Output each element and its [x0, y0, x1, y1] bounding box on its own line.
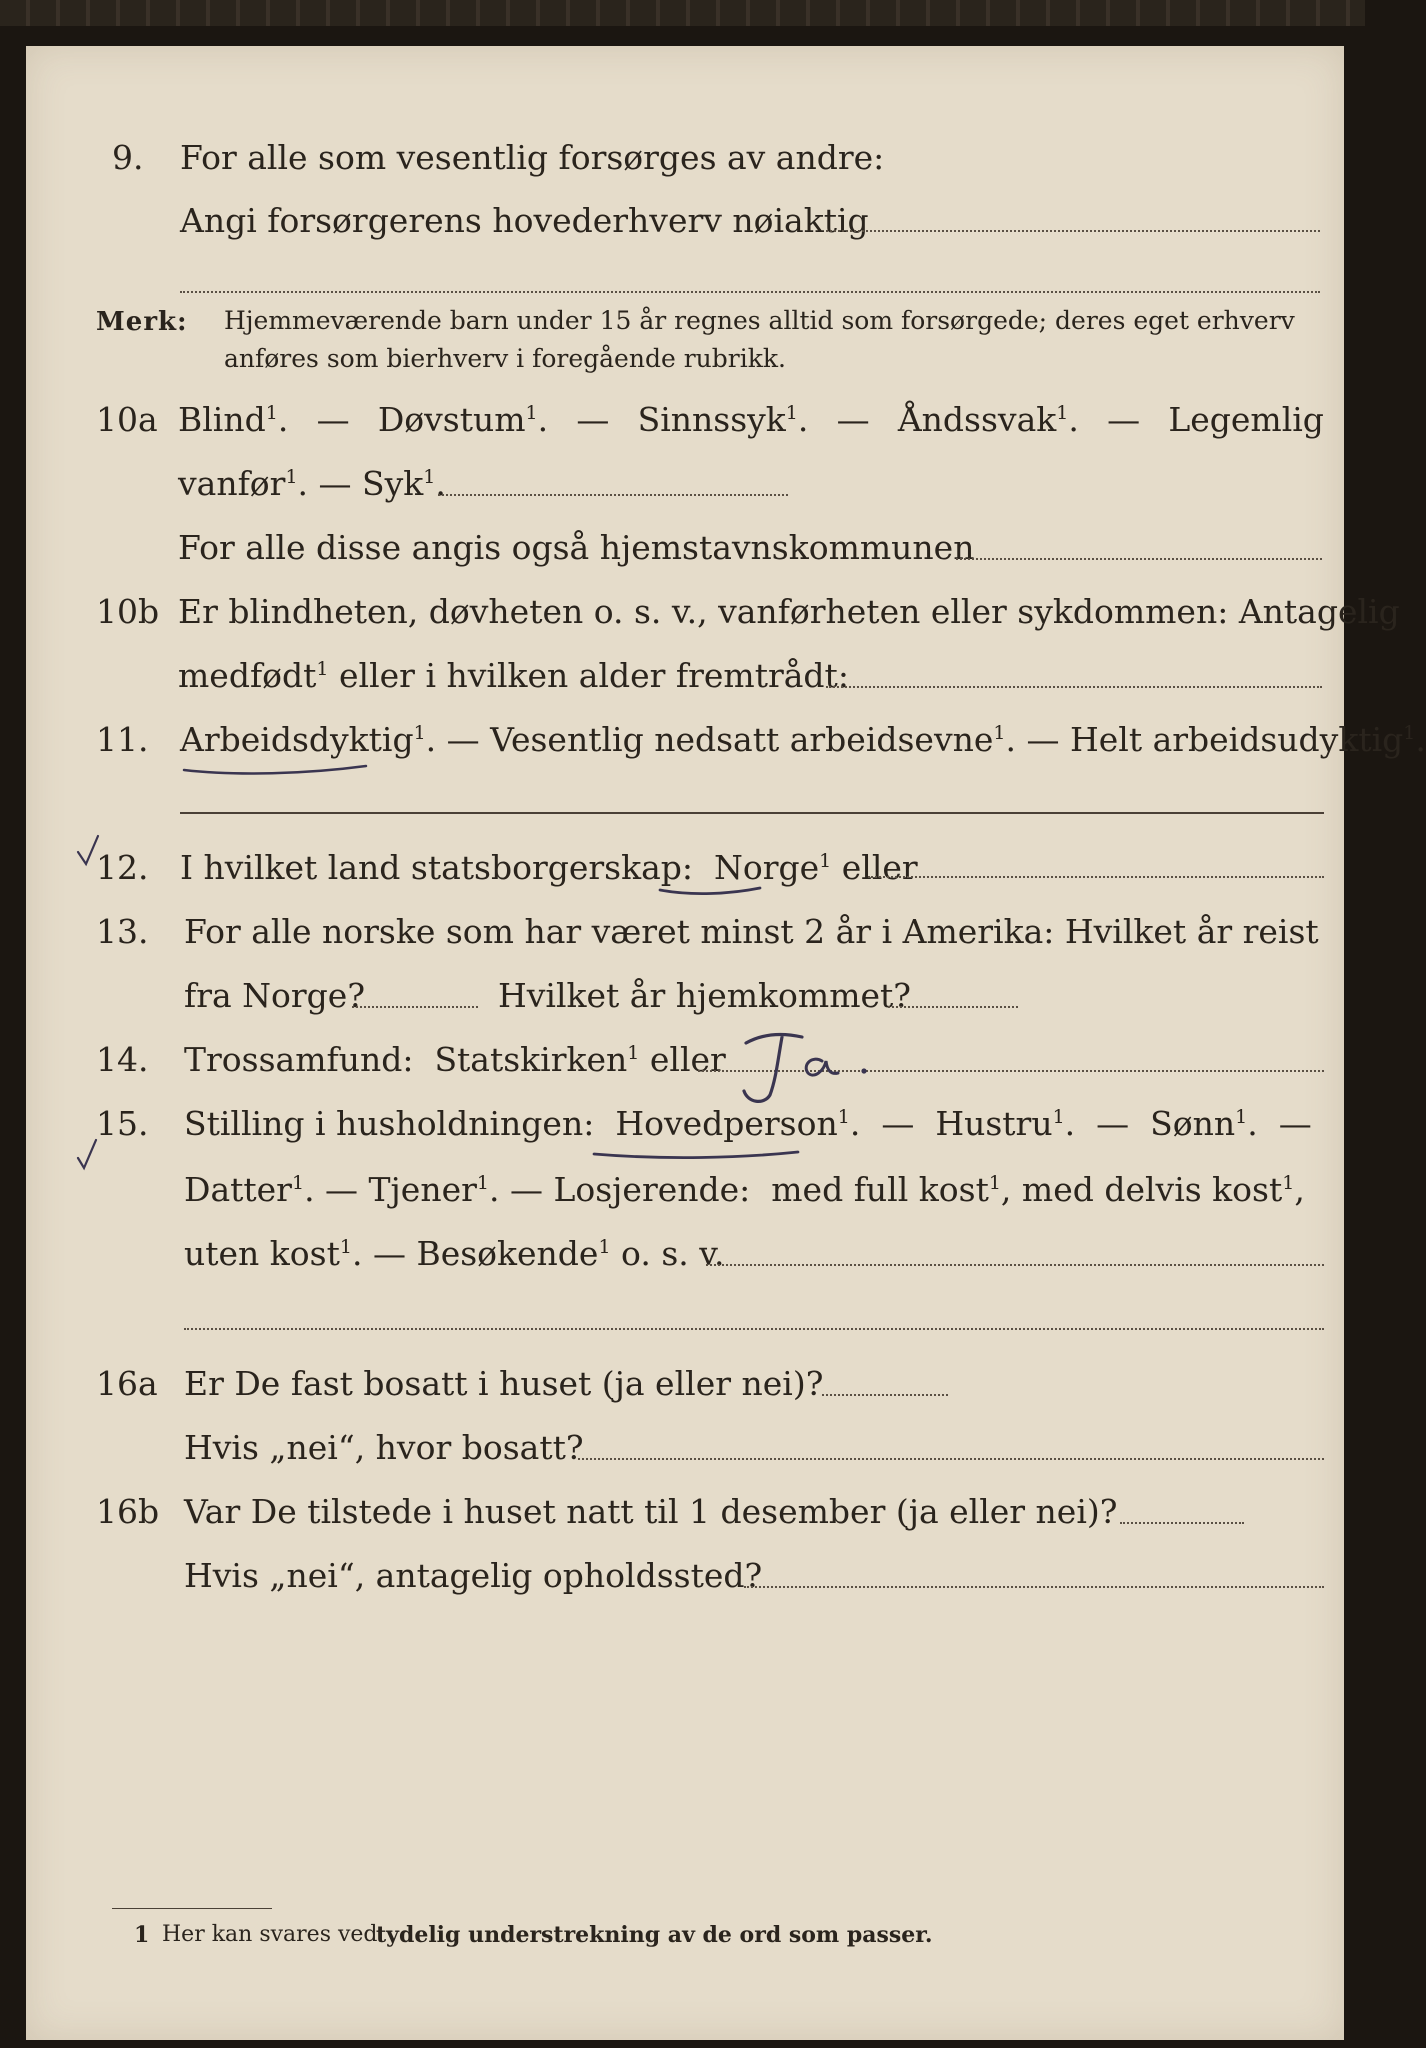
q12-number: 12. [96, 848, 149, 887]
dash: — [1107, 400, 1141, 439]
q15-line2: Datter$^1$. — Tjener$^1$. — Losjerende: med full kost$^1$, med delvis kost$^1$, [184, 1170, 1305, 1209]
pencil-markings [26, 46, 1344, 2040]
q16b-line2: Hvis „nei“, antagelig opholdssted? [184, 1556, 763, 1595]
dash: — [576, 400, 610, 439]
merk-line2: anføres som bierhverv i foregående rubrikk. [224, 344, 786, 373]
census-form-page [26, 46, 1426, 2040]
q10a-andssvak: Åndssvak$^1$. [897, 400, 1079, 439]
q13-number: 13. [96, 912, 149, 951]
merk-label: Merk: [96, 307, 188, 337]
q10a-number: 10a [96, 400, 158, 439]
q10a-line3: For alle disse angis også hjemstavnskommunen [178, 528, 975, 567]
q16a-number: 16a [96, 1364, 158, 1403]
q16b-number: 16b [96, 1492, 160, 1531]
q14-number: 14. [96, 1040, 149, 1079]
footnote-text-b: tydelig understrekning av de ord som passer. [376, 1922, 933, 1948]
q11-number: 11. [96, 720, 149, 759]
film-border [0, 0, 1365, 26]
q10a-dovstum: Døvstum$^1$. [377, 400, 549, 439]
footnote-marker: 1 [134, 1922, 150, 1948]
q9-line1: For alle som vesentlig forsørges av andre: [180, 138, 885, 177]
dash: — [836, 400, 870, 439]
q12-line: I hvilket land statsborgerskap: Norge$^1$ eller [180, 848, 918, 887]
q16a-line2: Hvis „nei“, hvor bosatt? [184, 1428, 584, 1467]
q16a-line1: Er De fast bosatt i huset (ja eller nei)? [184, 1364, 824, 1403]
q10b-line2: medfødt$^1$ eller i hvilken alder fremtrådt: [178, 656, 849, 695]
q10b-number: 10b [96, 592, 160, 631]
dash: — [316, 400, 350, 439]
q10a-line2: vanfør$^1$. — Syk$^1$. [178, 464, 446, 503]
q10a-blind: Blind$^1$. [178, 400, 289, 439]
q11-line: Arbeidsdyktig$^1$. — Vesentlig nedsatt arbeidsevne$^1$. — Helt arbeidsudyktig$^1$. [180, 720, 1426, 759]
q14-line: Trossamfund: Statskirken$^1$ eller [184, 1040, 726, 1079]
q10b-line1: Er blindheten, døvheten o. s. v., vanførheten eller sykdommen: Antagelig [178, 592, 1400, 631]
q16b-line1: Var De tilstede i huset natt til 1 desember (ja eller nei)? [184, 1492, 1118, 1531]
q10a-legemlig: Legemlig [1168, 400, 1324, 439]
q15-line1: Stilling i husholdningen: Hovedperson$^1$. — Hustru$^1$. — Sønn$^1$. — [184, 1104, 1312, 1143]
q15-line3: uten kost$^1$. — Besøkende$^1$ o. s. v. [184, 1234, 725, 1273]
q9-line2: Angi forsørgerens hovederhverv nøiaktig [180, 201, 869, 240]
q13-line1: For alle norske som har været minst 2 år i Amerika: Hvilket år reist [184, 912, 1319, 951]
q10a-sinnssyk: Sinnssyk$^1$. [637, 400, 809, 439]
footnote-text-a: Her kan svares ved [162, 1922, 378, 1947]
footnote-rule [112, 1908, 272, 1909]
merk-line1: Hjemmeværende barn under 15 år regnes alltid som forsørgede; deres eget erhverv [224, 306, 1295, 335]
q13-hjemkommet: Hvilket år hjemkommet? [498, 976, 911, 1015]
q13-fra-norge: fra Norge? [184, 976, 366, 1015]
q9-number: 9. [112, 138, 144, 177]
q15-number: 15. [96, 1104, 149, 1143]
